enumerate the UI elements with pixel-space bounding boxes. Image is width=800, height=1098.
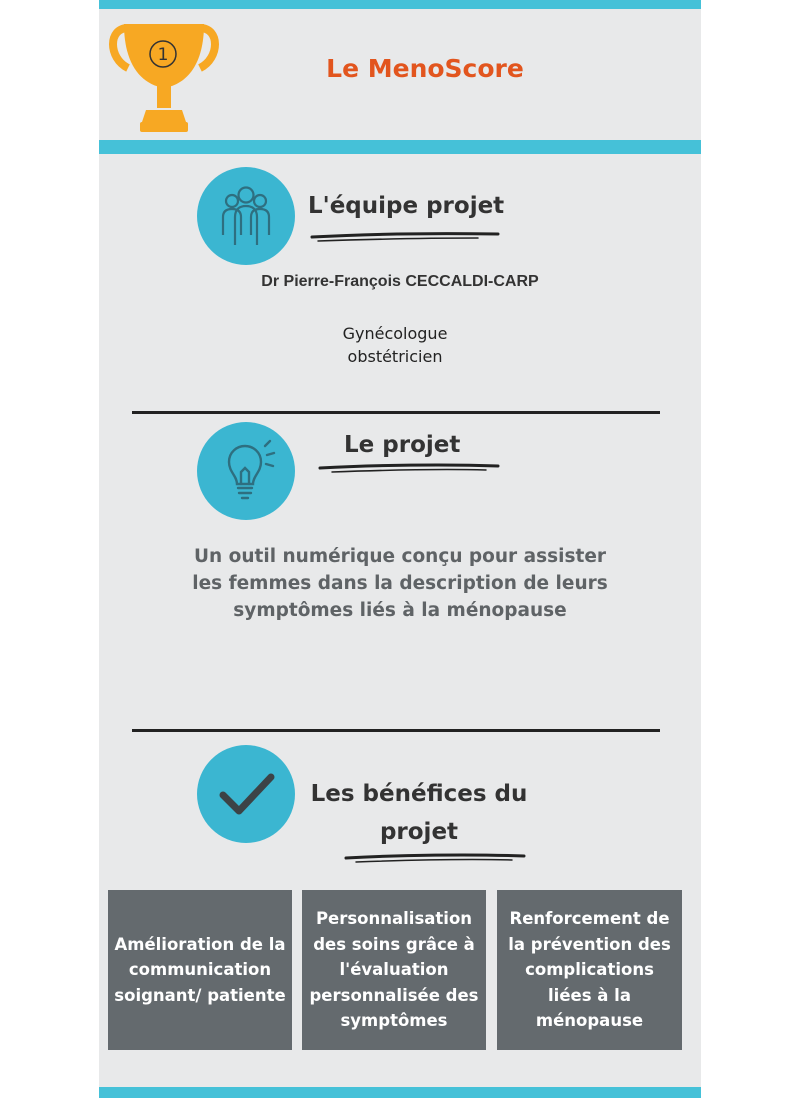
team-icon: [197, 167, 295, 265]
benefits-heading: Les bénéfices du projet: [310, 781, 528, 845]
app-title: Le MenoScore: [326, 54, 524, 83]
trophy-rank: 1: [157, 45, 169, 65]
checkmark-icon: [197, 745, 295, 843]
benefits-icon-circle: [197, 745, 295, 843]
top-accent-bar: [99, 0, 701, 9]
benefit-card: [302, 890, 486, 1050]
team-member-name: Dr Pierre-François CECCALDI-CARP: [261, 273, 539, 290]
team-heading: L'équipe projet: [308, 193, 505, 219]
project-description: Un outil numérique conçu pour assister les femmes dans la description de leurs symptômes liés à la ménopause: [192, 546, 608, 621]
team-member-role: Gynécologue obstétricien: [342, 324, 448, 366]
benefit-card: [108, 890, 292, 1050]
project-heading: Le projet: [344, 432, 461, 458]
benefits-heading-underline: [340, 850, 530, 866]
header-accent-bar: [99, 140, 701, 154]
section-divider: [132, 729, 660, 732]
project-icon-circle: [197, 422, 295, 520]
section-divider: [132, 411, 660, 414]
benefit-card-label: Renforcement de la prévention des complications liées à la ménopause: [508, 909, 671, 1031]
lightbulb-icon: [197, 422, 295, 520]
benefit-card: [497, 890, 682, 1050]
team-icon-circle: [197, 167, 295, 265]
bottom-accent-bar: [99, 1087, 701, 1098]
benefit-card-label: Personnalisation des soins grâce à l'évaluation personnalisée des symptômes: [309, 909, 479, 1031]
benefit-card-label: Amélioration de la communication soignant/ patiente: [114, 934, 286, 1005]
project-heading-underline: [316, 460, 504, 476]
trophy-icon: [106, 18, 222, 136]
team-heading-underline: [308, 228, 504, 244]
